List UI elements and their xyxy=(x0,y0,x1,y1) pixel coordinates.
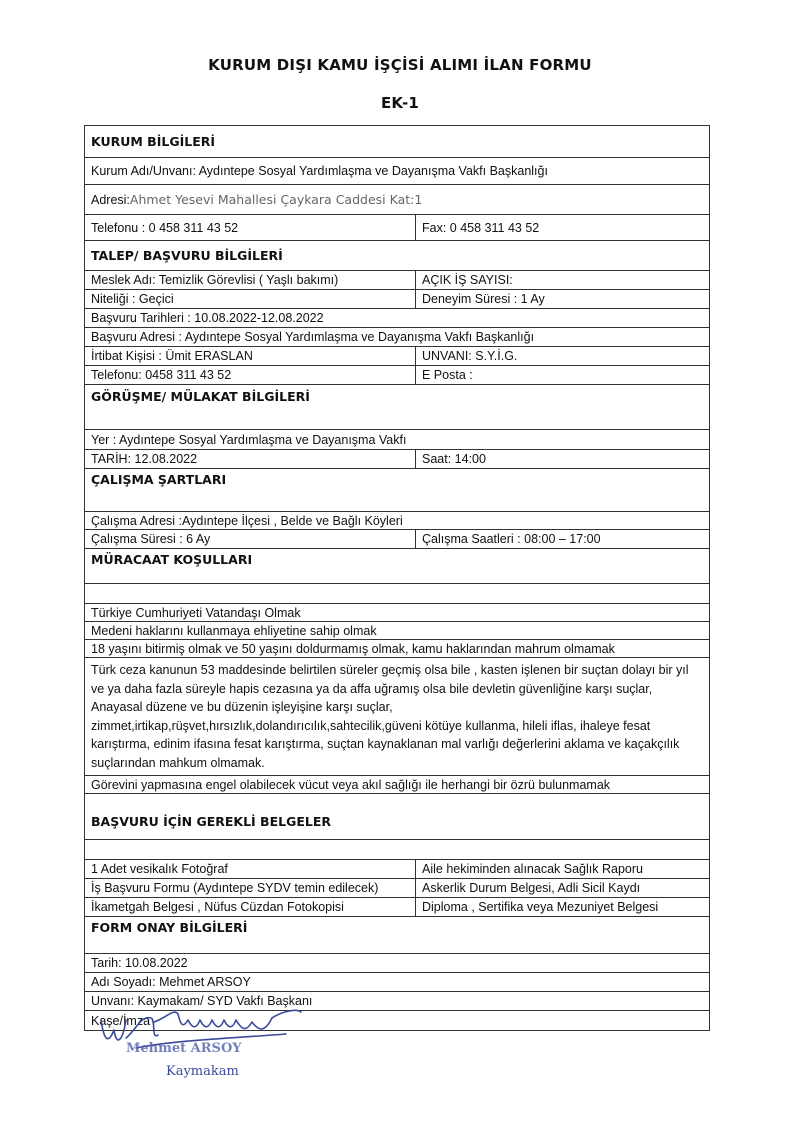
onay-tarih: Tarih: 10.08.2022 xyxy=(91,956,188,970)
belgeler-row xyxy=(85,898,709,917)
belgeler-row xyxy=(85,879,709,898)
signature-stamp xyxy=(96,1000,306,1090)
gorusme-tarih: TARİH: 12.08.2022 xyxy=(91,452,198,466)
section-gorusme-heading xyxy=(85,385,709,430)
talep-unvan: UNVANI: S.Y.İ.G. xyxy=(415,347,709,365)
gorusme-yer: Yer : Aydıntepe Sosyal Yardımlaşma ve Dayanışma Vakfı xyxy=(91,432,407,447)
talep-row-1 xyxy=(85,271,709,290)
talep-row-2 xyxy=(85,290,709,309)
kurum-address-row xyxy=(85,185,709,215)
muracaat-item-row xyxy=(85,622,709,640)
kurum-fax: Fax: 0 458 311 43 52 xyxy=(415,215,709,240)
belgeler-heading: BAŞVURU İÇİN GEREKLİ BELGELER xyxy=(91,814,332,829)
talep-niteligi: Niteliği : Geçici xyxy=(91,292,174,306)
belge-item: Askerlik Durum Belgesi, Adli Sicil Kaydı xyxy=(415,879,709,897)
muracaat-item-row xyxy=(85,776,709,794)
belge-item: 1 Adet vesikalık Fotoğraf xyxy=(91,862,228,876)
calisma-adres-row xyxy=(85,512,709,530)
calisma-heading: ÇALIŞMA ŞARTLARI xyxy=(91,472,227,487)
onay-heading: FORM ONAY BİLGİLERİ xyxy=(91,920,248,935)
muracaat-item: 18 yaşını bitirmiş olmak ve 50 yaşını doldurmamış olmak, kamu haklarından mahrum olmamak xyxy=(91,641,615,656)
document-title: KURUM DIŞI KAMU İŞÇİSİ ALIMI İLAN FORMU xyxy=(208,56,592,74)
muracaat-spacer xyxy=(85,584,709,604)
calisma-saatler: Çalışma Saatleri : 08:00 – 17:00 xyxy=(415,530,709,548)
talep-row-6 xyxy=(85,366,709,385)
kurum-phone: Telefonu : 0 458 311 43 52 xyxy=(91,220,239,235)
talep-meslek: Meslek Adı: Temizlik Görevlisi ( Yaşlı bakımı) xyxy=(91,273,339,287)
onay-adi: Adı Soyadı: Mehmet ARSOY xyxy=(91,975,251,989)
onay-kase: Kaşe/İmza xyxy=(91,1013,151,1028)
muracaat-item-row xyxy=(85,640,709,658)
gorusme-yer-row xyxy=(85,430,709,450)
kurum-address-label: Adresi: xyxy=(91,192,130,207)
kurum-name-row xyxy=(85,158,709,185)
muracaat-heading: MÜRACAAT KOŞULLARI xyxy=(91,552,253,567)
muracaat-item-row xyxy=(85,658,709,776)
talep-eposta: E Posta : xyxy=(415,366,709,384)
muracaat-item: Türkiye Cumhuriyeti Vatandaşı Olmak xyxy=(91,605,301,620)
muracaat-item: Görevini yapmasına engel olabilecek vücut veya akıl sağlığı ile herhangi bir özrü bulunmamak xyxy=(91,777,611,792)
talep-deneyim: Deneyim Süresi : 1 Ay xyxy=(415,290,709,308)
kurum-address xyxy=(85,185,709,214)
onay-tarih-row xyxy=(85,954,709,973)
belge-item: İş Başvuru Formu (Aydıntepe SYDV temin edilecek) xyxy=(91,881,379,895)
gorusme-heading: GÖRÜŞME/ MÜLAKAT BİLGİLERİ xyxy=(91,389,310,404)
section-kurum-heading xyxy=(85,126,709,158)
talep-row-4 xyxy=(85,328,709,347)
stamp-title: Kaymakam xyxy=(166,1064,239,1079)
belgeler-row xyxy=(85,860,709,879)
section-belgeler-heading xyxy=(85,794,709,840)
document-subtitle: EK-1 xyxy=(380,94,420,112)
calisma-sure: Çalışma Süresi : 6 Ay xyxy=(91,532,211,546)
talep-acik-is: AÇIK İŞ SAYISI: xyxy=(415,271,709,289)
section-muracaat-heading xyxy=(85,549,709,584)
kurum-name: Kurum Adı/Unvanı: Aydıntepe Sosyal Yardımlaşma ve Dayanışma Vakfı Başkanlığı xyxy=(91,164,548,178)
calisma-adres: Çalışma Adresi :Aydıntepe İlçesi , Belde ve Bağlı Köyleri xyxy=(91,513,403,528)
talep-irtibat: İrtibat Kişisi : Ümit ERASLAN xyxy=(91,349,253,363)
talep-heading: TALEP/ BAŞVURU BİLGİLERİ xyxy=(91,248,283,263)
talep-tarih: Başvuru Tarihleri : 10.08.2022-12.08.2022 xyxy=(91,311,324,325)
application-form xyxy=(84,125,710,1031)
belge-item: Aile hekiminden alınacak Sağlık Raporu xyxy=(415,860,709,878)
onay-adi-row xyxy=(85,973,709,992)
gorusme-tarih-row xyxy=(85,450,709,469)
muracaat-item: Medeni haklarını kullanmaya ehliyetine sahip olmak xyxy=(91,623,377,638)
calisma-sure-row xyxy=(85,530,709,549)
gorusme-saat: Saat: 14:00 xyxy=(415,450,709,468)
section-calisma-heading xyxy=(85,469,709,512)
stamp-name: Mehmet ARSOY xyxy=(126,1041,242,1056)
talep-row-3 xyxy=(85,309,709,328)
belge-item: Diploma , Sertifika veya Mezuniyet Belgesi xyxy=(415,898,709,916)
talep-telefon: Telefonu: 0458 311 43 52 xyxy=(91,368,232,382)
kurum-address-value: Ahmet Yesevi Mahallesi Çaykara Caddesi Kat:1 xyxy=(129,192,423,207)
belge-item: İkametgah Belgesi , Nüfus Cüzdan Fotokopisi xyxy=(91,900,344,914)
section-onay-heading xyxy=(85,917,709,954)
kurum-heading: KURUM BİLGİLERİ xyxy=(91,134,216,149)
muracaat-item: Türk ceza kanunun 53 maddesinde belirtilen süreler geçmiş olsa bile , kasten işlenen bir suçtan dolayı bir yıl ve ya daha fazla süreyle hapis cezasına ya da affa uğramış olsa bile devletin güvenliğine karşı suçlar, Anayasal düzene ve bu düzenin işleyişine karşı suçlar, zimmet,irtikap,rüşvet,hırsızlık,dolandırıcılık,sahtecilik,güveni kötüye kullanma, hileli iflas, ihaleye fesat karıştırma, edinim ifasına fesat karıştırma, suçtan kaynaklanan mal varlığı değerlerini aklama ve kaçakçılık suçlarından mahkum olmamak. xyxy=(91,663,689,770)
muracaat-item-row xyxy=(85,604,709,622)
kurum-phone-row xyxy=(85,215,709,241)
section-talep-heading xyxy=(85,241,709,271)
talep-row-5 xyxy=(85,347,709,366)
belgeler-spacer xyxy=(85,840,709,860)
onay-unvan: Unvanı: Kaymakam/ SYD Vakfı Başkanı xyxy=(91,994,313,1008)
talep-adres: Başvuru Adresi : Aydıntepe Sosyal Yardımlaşma ve Dayanışma Vakfı Başkanlığı xyxy=(91,330,535,344)
